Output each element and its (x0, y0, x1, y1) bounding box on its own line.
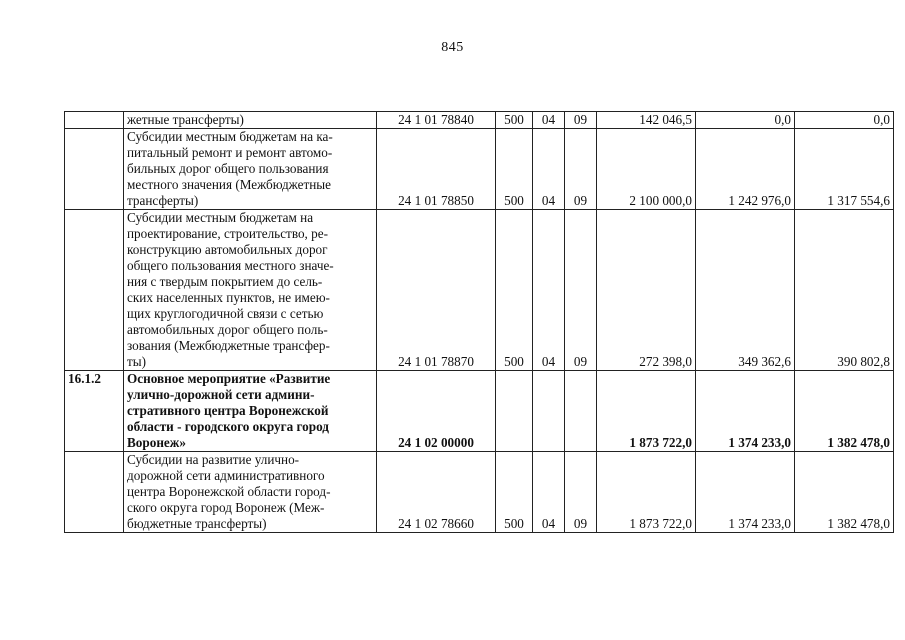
row-name-cell (124, 452, 377, 533)
amount-year3-cell: 1 382 478,0 (795, 371, 894, 452)
amount-year3-cell: 1 317 554,6 (795, 129, 894, 210)
expense-type-cell: 500 (496, 112, 533, 129)
amount-year1-cell: 272 398,0 (597, 210, 696, 371)
expense-type-cell (496, 371, 533, 452)
row-name-line: трансферты) (127, 193, 199, 208)
row-name-line: конструкцию автомобильных дорог (127, 242, 328, 257)
row-name-line: улично-дорожной сети админи- (127, 387, 315, 402)
budget-table-body (65, 112, 894, 533)
table-row (65, 210, 894, 371)
amount-year1-cell: 2 100 000,0 (597, 129, 696, 210)
section-cell: 04 (533, 452, 565, 533)
amount-year2-cell: 1 374 233,0 (696, 452, 795, 533)
row-number-cell (65, 210, 124, 371)
row-name-line: ских населенных пунктов, не имею- (127, 290, 330, 305)
row-number-cell: 16.1.2 (65, 371, 124, 452)
row-name-line: стративного центра Воронежской (127, 403, 329, 418)
row-name-line: автомобильных дорог общего поль- (127, 322, 328, 337)
row-name-line: Основное мероприятие «Развитие (127, 371, 331, 386)
amount-year3-cell: 0,0 (795, 112, 894, 129)
amount-year2-cell: 349 362,6 (696, 210, 795, 371)
row-name-line: области - городского округа город (127, 419, 329, 434)
budget-table (64, 111, 894, 533)
row-name-line: питальный ремонт и ремонт автомо- (127, 145, 333, 160)
page-number: 845 (441, 40, 464, 55)
section-cell: 04 (533, 210, 565, 371)
subsection-cell: 09 (565, 452, 597, 533)
target-code-cell: 24 1 01 78850 (377, 129, 496, 210)
row-name-line: Субсидии на развитие улично- (127, 452, 300, 467)
row-name-cell (124, 210, 377, 371)
row-name-line: жетные трансферты) (127, 112, 244, 127)
subsection-cell (565, 371, 597, 452)
row-number-cell (65, 452, 124, 533)
row-name-line: центра Воронежской области город- (127, 484, 331, 499)
row-name-line: общего пользования местного значе- (127, 258, 334, 273)
row-number-cell (65, 112, 124, 129)
expense-type-cell: 500 (496, 129, 533, 210)
row-name-line: Субсидии местным бюджетам на ка- (127, 129, 333, 144)
row-name-line: Воронеж» (127, 435, 186, 450)
row-name-line: ты) (127, 354, 147, 369)
expense-type-cell: 500 (496, 210, 533, 371)
amount-year1-cell: 142 046,5 (597, 112, 696, 129)
amount-year2-cell: 1 242 976,0 (696, 129, 795, 210)
amount-year2-cell: 1 374 233,0 (696, 371, 795, 452)
section-cell (533, 371, 565, 452)
row-name-line: местного значения (Межбюджетные (127, 177, 331, 192)
amount-year3-cell: 1 382 478,0 (795, 452, 894, 533)
row-name-line: Субсидии местным бюджетам на (127, 210, 314, 225)
subsection-cell: 09 (565, 112, 597, 129)
section-cell: 04 (533, 129, 565, 210)
amount-year3-cell: 390 802,8 (795, 210, 894, 371)
row-name-line: дорожной сети административного (127, 468, 325, 483)
amount-year1-cell: 1 873 722,0 (597, 371, 696, 452)
row-name-line: бюджетные трансферты) (127, 516, 267, 531)
amount-year1-cell: 1 873 722,0 (597, 452, 696, 533)
amount-year2-cell: 0,0 (696, 112, 795, 129)
target-code-cell: 24 1 01 78870 (377, 210, 496, 371)
table-row (65, 452, 894, 533)
table-row (65, 112, 894, 129)
row-number-cell (65, 129, 124, 210)
table-row-section (65, 371, 894, 452)
target-code-cell: 24 1 02 78660 (377, 452, 496, 533)
row-name-line: зования (Межбюджетные трансфер- (127, 338, 330, 353)
subsection-cell: 09 (565, 129, 597, 210)
target-code-cell: 24 1 01 78840 (377, 112, 496, 129)
expense-type-cell: 500 (496, 452, 533, 533)
row-name-line: бильных дорог общего пользования (127, 161, 329, 176)
row-name-cell (124, 129, 377, 210)
row-name-cell (124, 371, 377, 452)
subsection-cell: 09 (565, 210, 597, 371)
row-name-cell (124, 112, 377, 129)
row-name-line: ния с твердым покрытием до сель- (127, 274, 323, 289)
section-cell: 04 (533, 112, 565, 129)
row-name-line: проектирование, строительство, ре- (127, 226, 328, 241)
row-name-line: ского округа город Воронеж (Меж- (127, 500, 325, 515)
table-row (65, 129, 894, 210)
target-code-cell: 24 1 02 00000 (377, 371, 496, 452)
row-name-line: щих круглогодичной связи с сетью (127, 306, 324, 321)
